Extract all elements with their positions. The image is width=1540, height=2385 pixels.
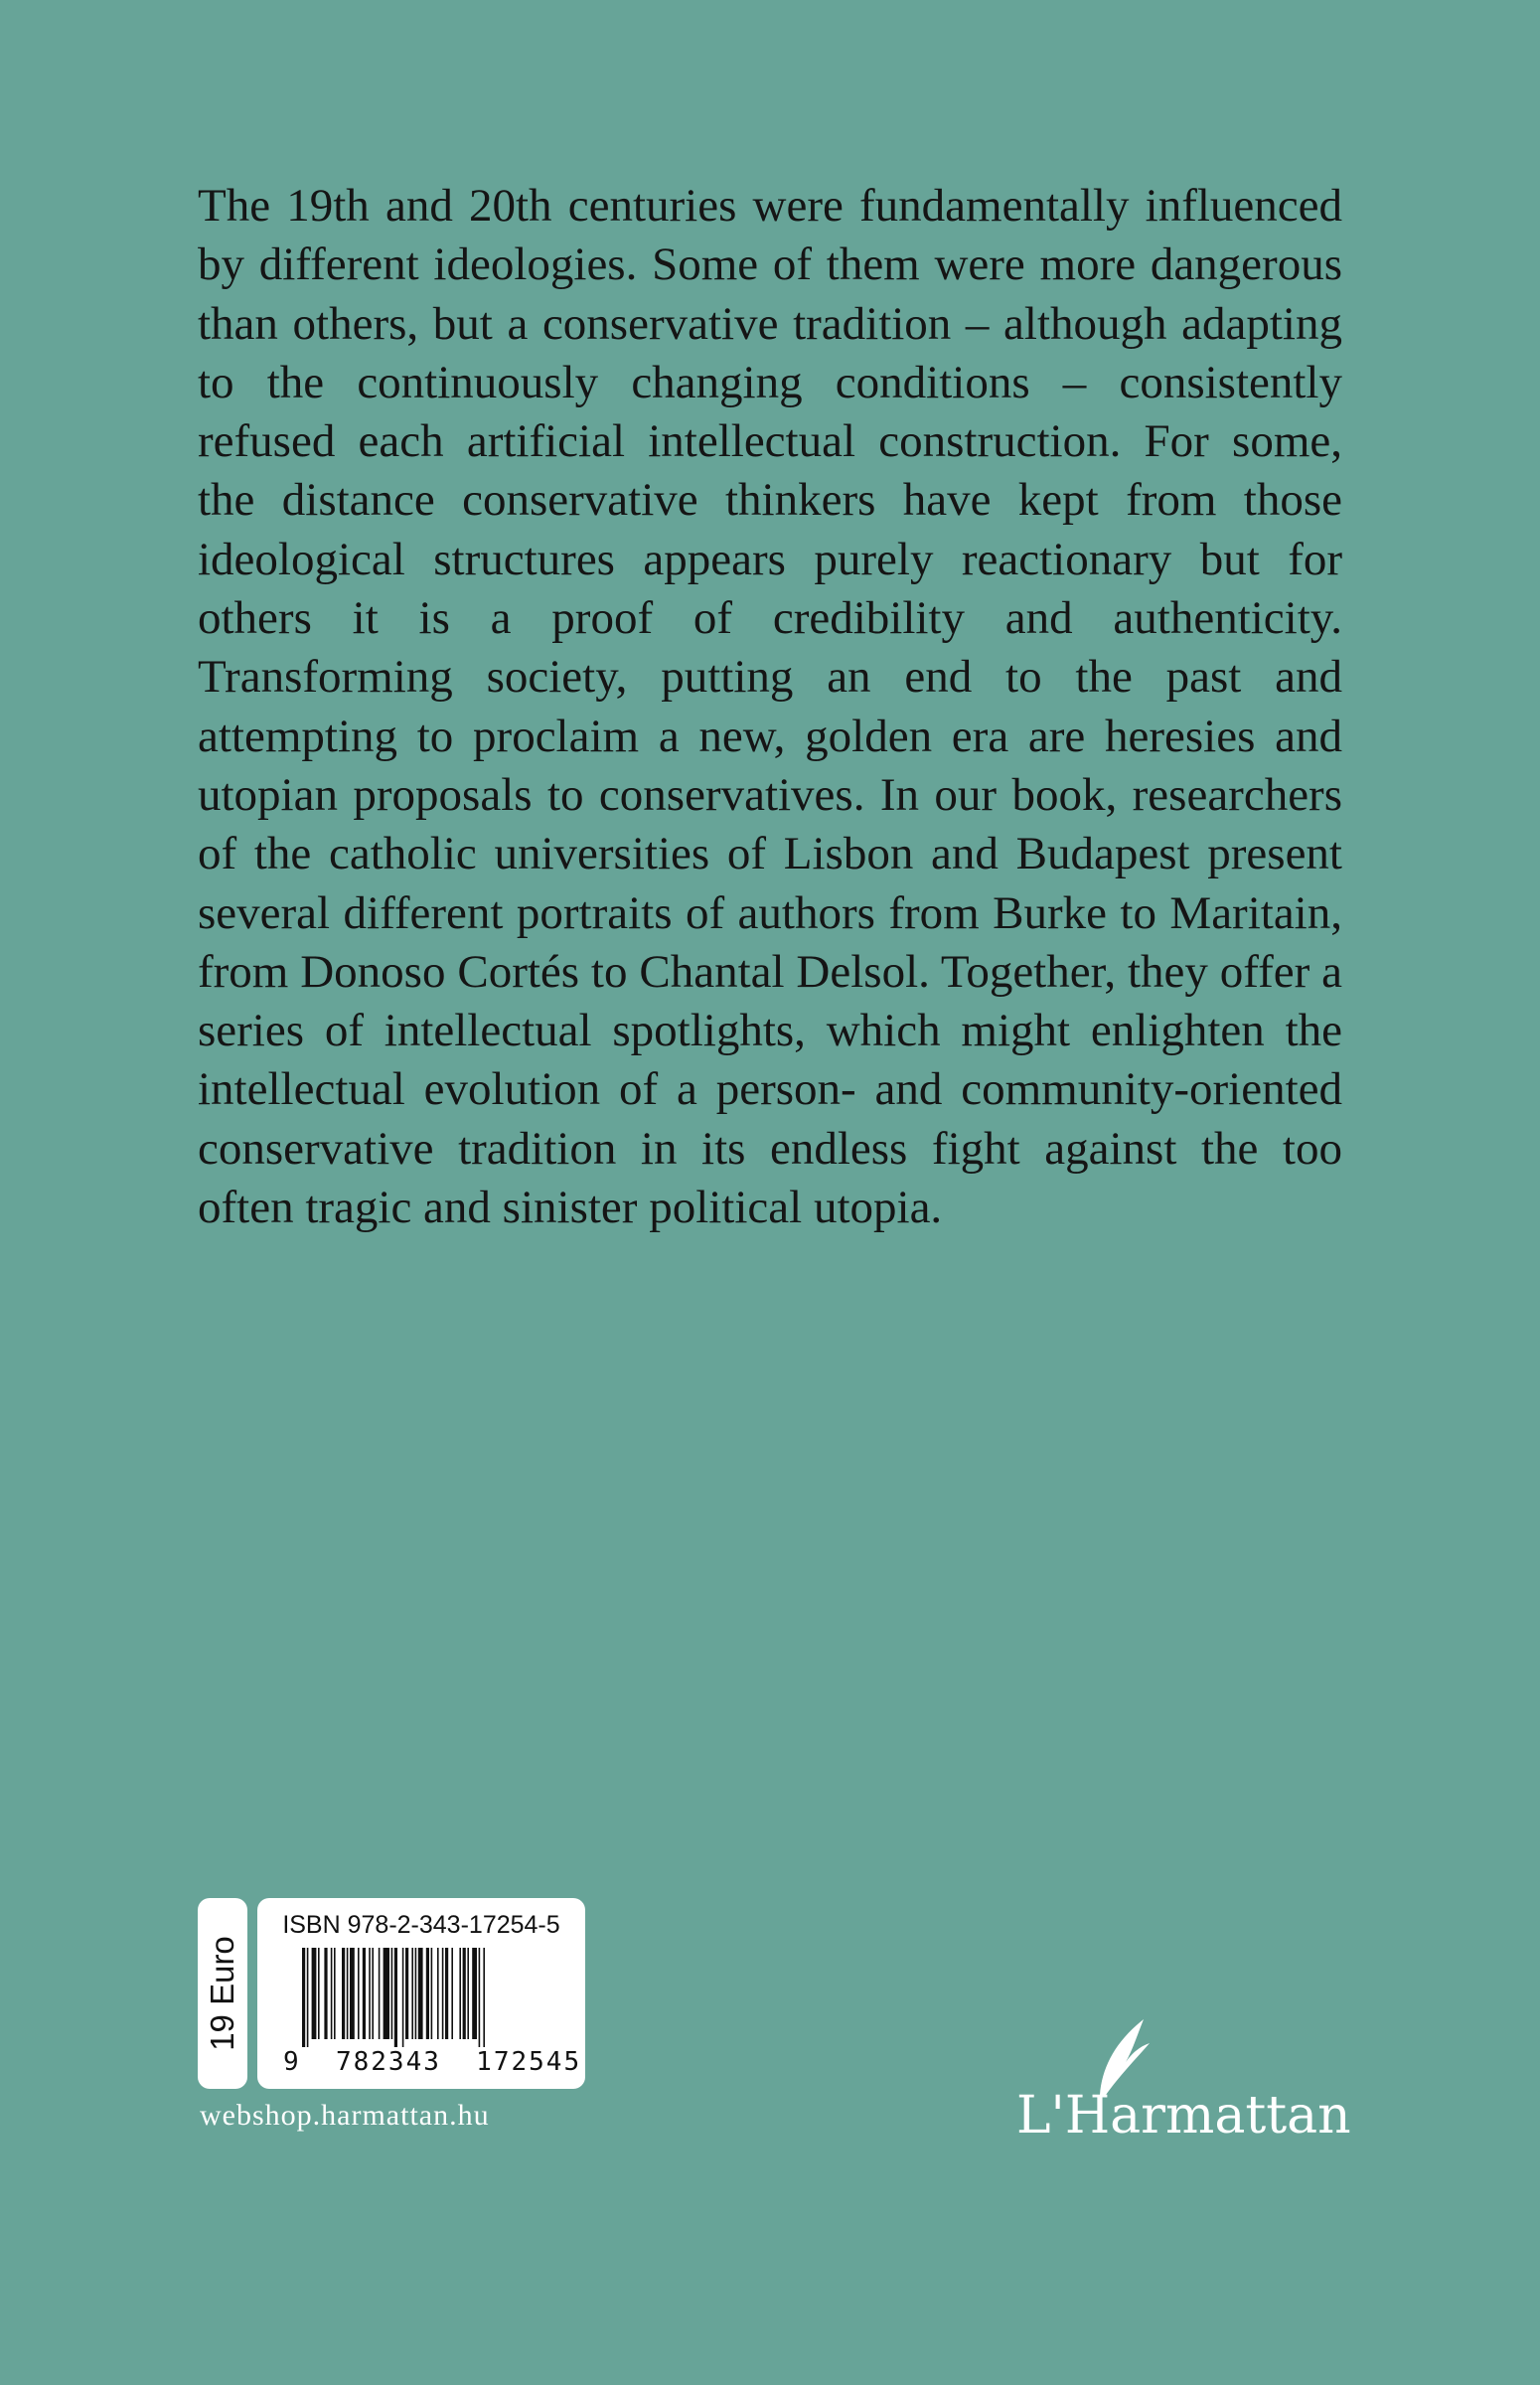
barcode-bar [318,1948,320,2039]
barcode-bar [331,1948,333,2039]
barcode-bar [405,1948,408,2039]
barcode-digits: 9 782343 172545 [283,2047,582,2077]
publisher-name: L'Harmattan [1016,2086,1351,2146]
barcode-bar [437,1948,439,2039]
barcode-bar [431,1948,433,2039]
barcode-bar [426,1948,429,2039]
barcode-bar [350,1948,355,2039]
barcode-icon [302,1948,556,2047]
barcode-bar [324,1948,327,2039]
barcode-bar [415,1948,417,2039]
barcode-bar [369,1948,371,2039]
barcode-bar [411,1948,413,2039]
barcode-bar [302,1948,305,2047]
barcode-bar [358,1948,360,2039]
price-label: 19 Euro [204,1936,240,2051]
barcode-bar [312,1948,317,2039]
back-cover-blurb: The 19th and 20th centuries were fundamentally influenced by different ideologies. Some of them were more dangerous than others, but a conservative tradition – although adapting to the continuously changing conditions – consistently refused each artificial intellectual construction. For some, the distance conservative thinkers have kept from those ideological structures appears purely reactionary but for others it is a proof of credibility and authenticity. Transforming society, putting an end to the past and attempting to proclaim a new, golden era are heresies and utopian proposals to conservatives. In our book, researchers of the catholic universities of Lisbon and Budapest present several different portraits of authors from Burke to Maritain, from Donoso Cortés to Chantal Delsol. Together, they offer a series of intellectual spotlights, which might enlighten the intellectual evolution of a person- and community-oriented conservative tradition in its endless fight against the too often tragic and sinister political utopia. [198,180,1342,1234]
barcode-bar [394,1948,397,2047]
barcode-bar [467,1948,469,2039]
barcode-bar [442,1948,444,2039]
barcode-bar [334,1948,336,2039]
barcode-bar [479,1948,481,2047]
isbn-label: ISBN 978-2-343-17254-5 [282,1911,560,1939]
barcode-bar [384,1948,389,2039]
barcode-bar [391,1948,393,2039]
barcode-bar [418,1948,423,2039]
webshop-url[interactable]: webshop.harmattan.hu [200,2099,490,2132]
leaf-icon [1092,2017,1152,2097]
barcode-bar [342,1948,345,2039]
barcode-bar [472,1948,477,2039]
barcode-bar [347,1948,349,2039]
barcode-bar [445,1948,448,2039]
isbn-barcode-panel [257,1898,585,2089]
barcode-bar [363,1948,366,2039]
barcode-bar [483,1948,485,2047]
barcode-bar [459,1948,461,2039]
barcode-bar [463,1948,466,2039]
barcode-bar [307,1948,309,2047]
publisher-logo [1016,2017,1351,2146]
price-tag [198,1898,247,2089]
barcode-bar [402,1948,404,2047]
barcode-bar [379,1948,381,2039]
barcode-bar [372,1948,374,2039]
barcode-bar [451,1948,453,2039]
